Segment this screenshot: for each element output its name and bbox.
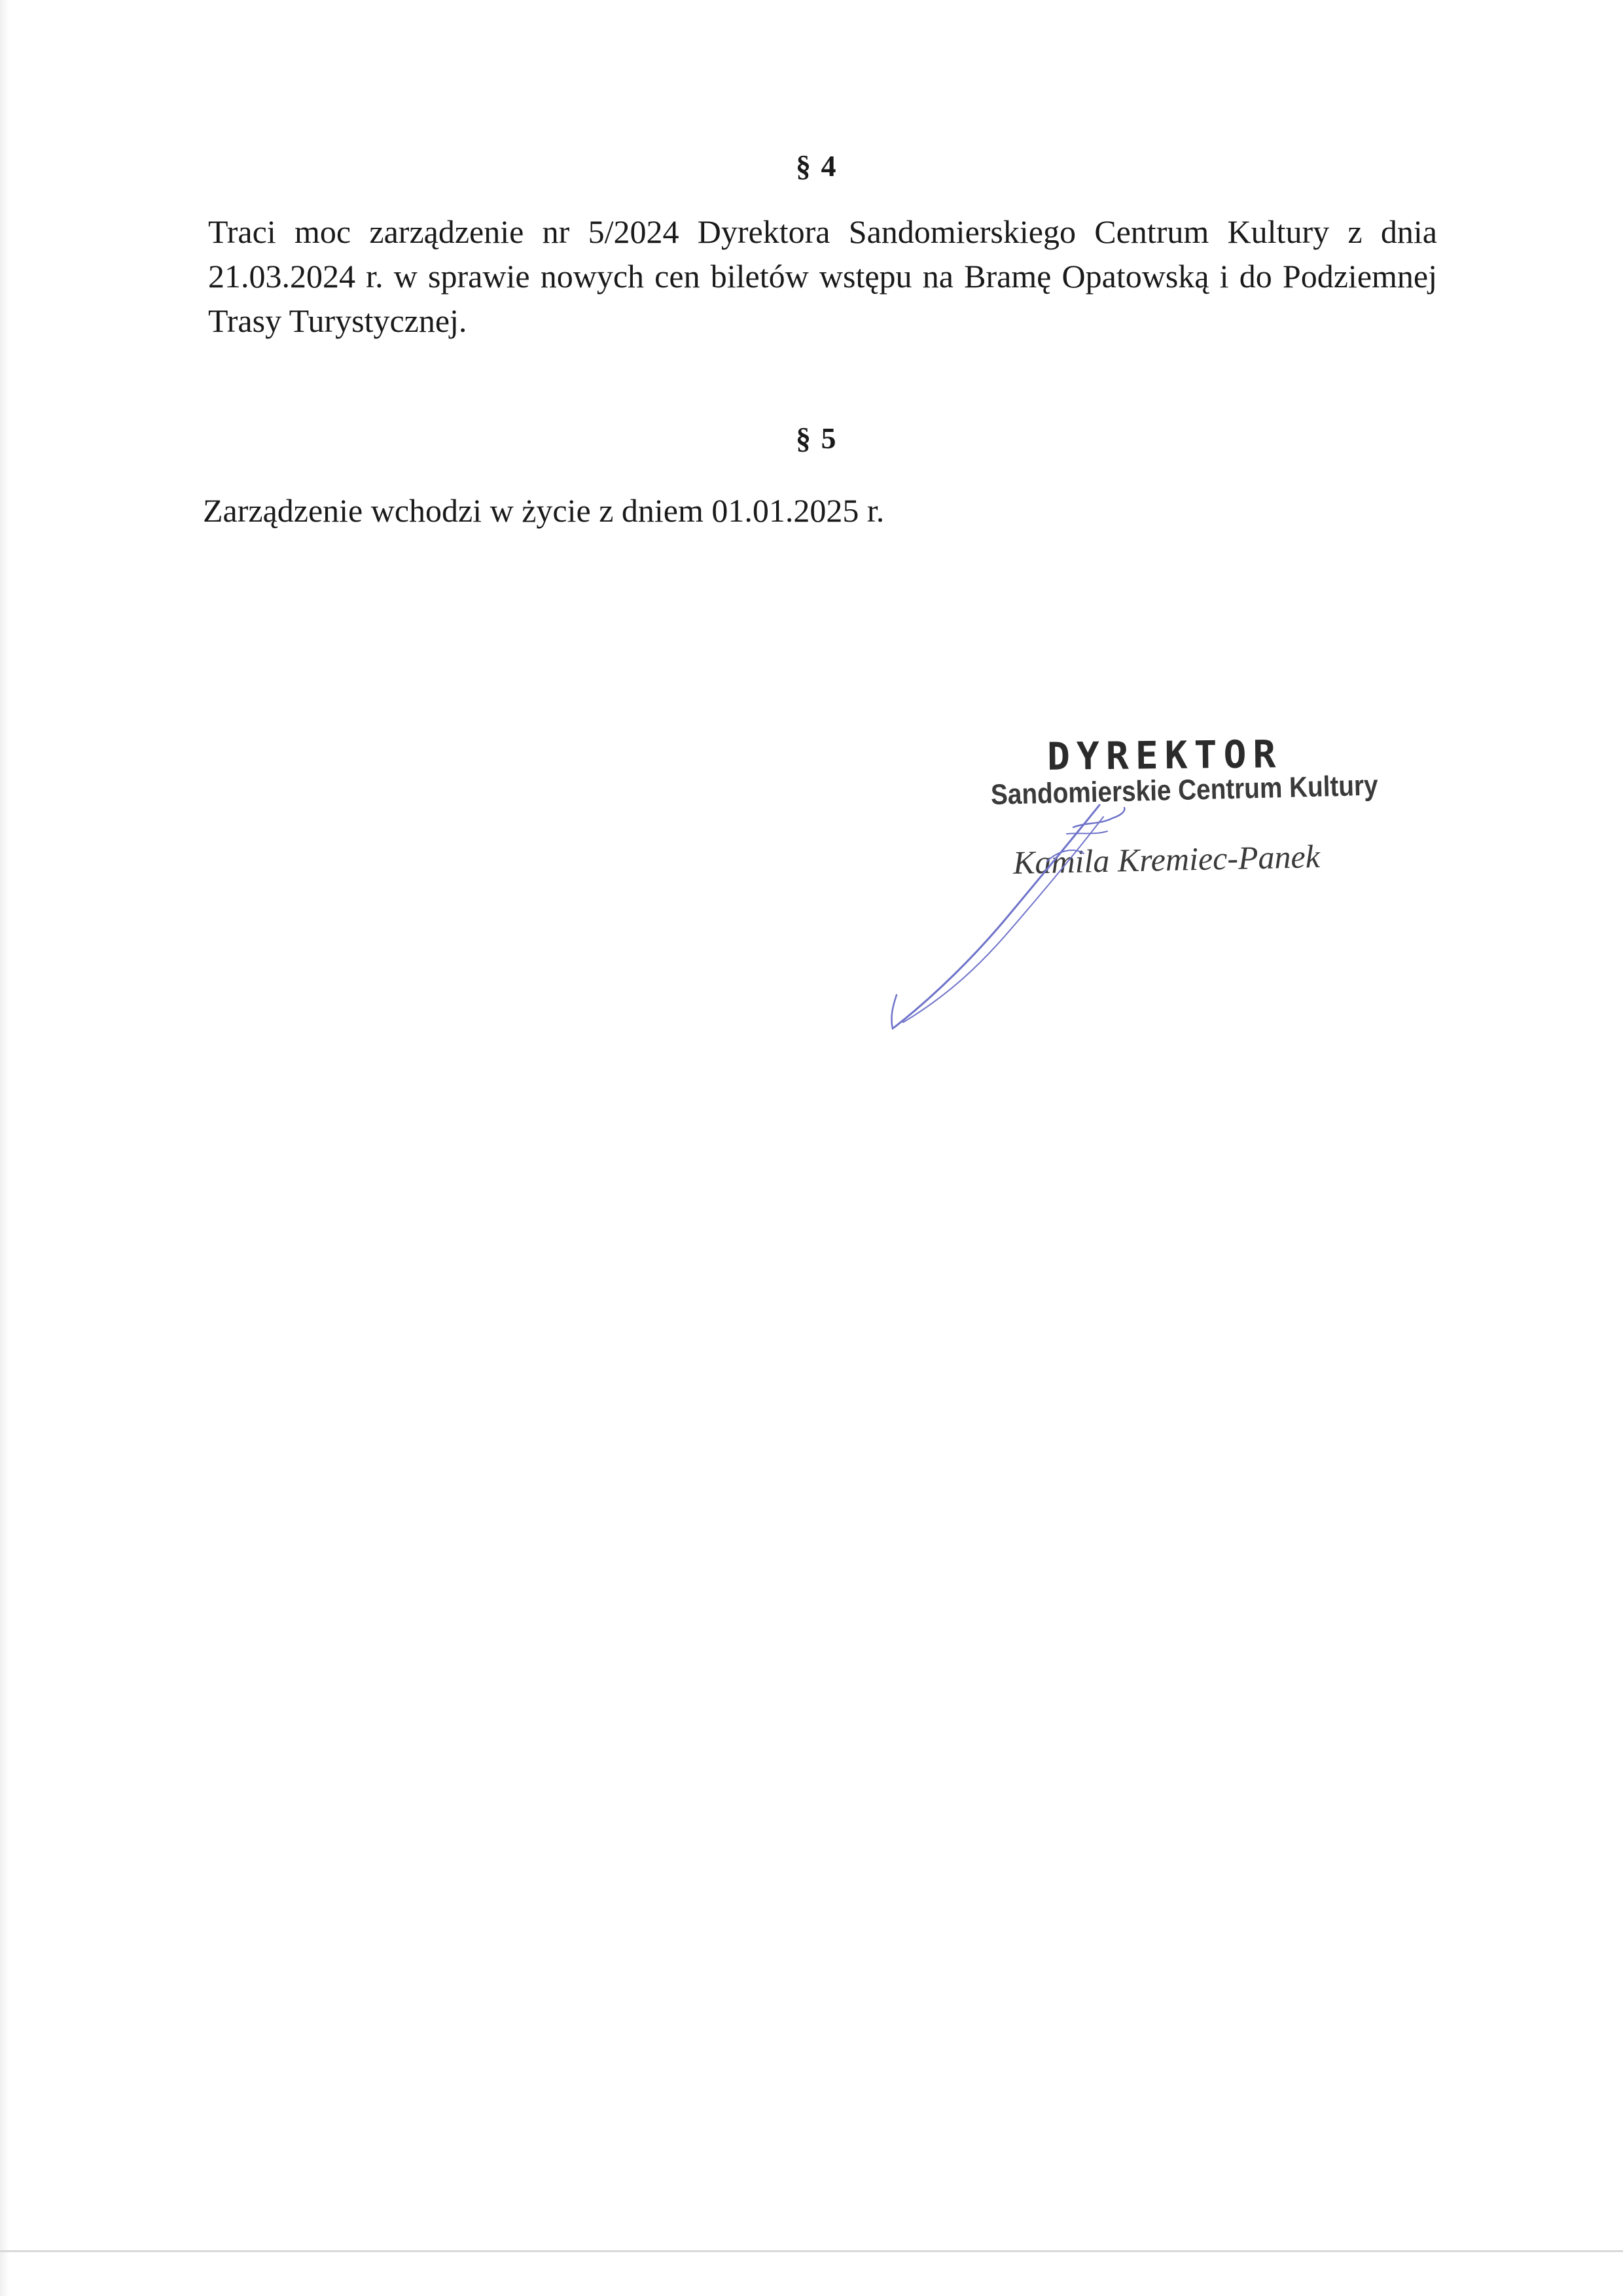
- section-5-text: Zarządzenie wchodzi w życie z dniem 01.01.2025 r.: [203, 492, 885, 529]
- stamp-title: DYREKTOR: [1046, 732, 1283, 779]
- section-5-heading: § 5: [796, 422, 838, 455]
- section-4-line-3: Trasy Turystycznej.: [208, 302, 467, 339]
- section-4-paragraph: [208, 209, 1437, 343]
- section-4-heading: § 4: [796, 149, 838, 183]
- page-bottom-edge: [0, 2250, 1623, 2252]
- stamp-organization: Sandomierskie Centrum Kultury: [990, 769, 1379, 811]
- stamp-name: Kamila Kremiec-Panek: [1012, 838, 1321, 881]
- section-4-line-1: Traci moc zarządzenie nr 5/2024 Dyrektora Sandomierskiego Centrum Kultury z dnia: [208, 213, 1437, 250]
- page-edge-shadow: [0, 0, 9, 2296]
- section-5-paragraph: [203, 488, 1432, 533]
- handwritten-signature: [877, 798, 1126, 1034]
- section-4-line-2: 21.03.2024 r. w sprawie nowych cen biletów wstępu na Bramę Opatowską i do Podziemnej: [208, 258, 1437, 295]
